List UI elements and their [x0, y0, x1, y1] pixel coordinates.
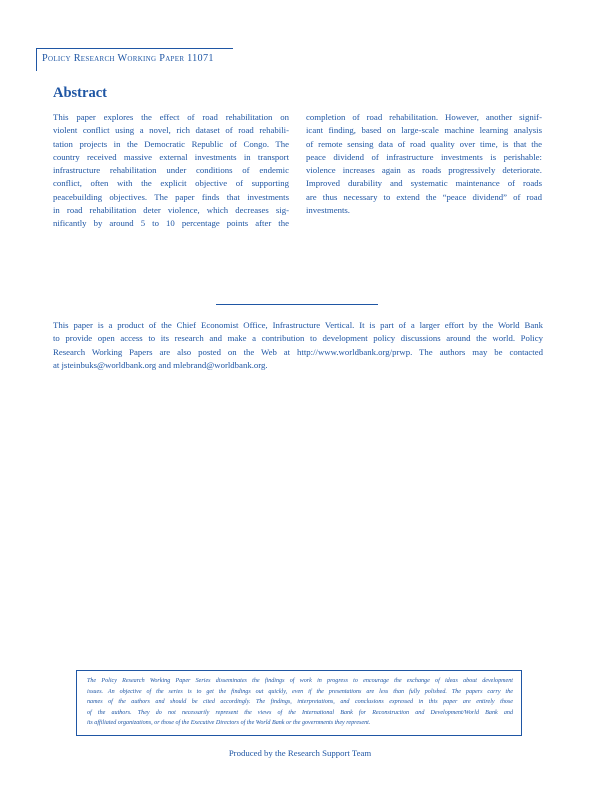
abstract-line: violence increases again as roads progressively deteriorate.: [306, 165, 542, 176]
disclaimer-line: of the authors. They do not necessarily represent the views of the International Bank for Reconstruction and Development/World Bank and: [87, 709, 513, 716]
abstract-line: infrastructure rehabilitation under conditions of endemic: [53, 165, 289, 176]
disclaimer-line: issues. An objective of the series is to get the findings out quickly, even if the presentations are less than fully polished. The papers carry the: [87, 688, 513, 695]
abstract-right-column: [306, 111, 542, 217]
abstract-line: completion of road rehabilitation. However, another signif-: [306, 112, 542, 122]
info-line: at jsteinbuks@worldbank.org and mlebrand@worldbank.org.: [53, 359, 268, 370]
abstract-line: conflict, often with the explicit objective of supporting: [53, 178, 289, 189]
section-divider: [216, 304, 378, 305]
abstract-line: Improved durability and systematic maintenance of roads: [306, 178, 542, 189]
series-label: Policy Research Working Paper 11071: [42, 53, 214, 64]
abstract-line: peace dividend of infrastructure investments is perishable:: [306, 151, 542, 162]
abstract-line: of remote sensing data of road quality over time, is that the: [306, 138, 542, 149]
abstract-line: investments.: [306, 205, 350, 216]
abstract-line: This paper explores the effect of road rehabilitation on: [53, 112, 289, 122]
disclaimer-line: names of the authors and should be cited accordingly. The findings, interpretations, and conclusions expressed in this paper are entirely those: [87, 699, 513, 706]
abstract-left-column: [53, 111, 289, 231]
abstract-line: are thus necessary to extend the “peace dividend” of road: [306, 191, 542, 202]
abstract-line: nificantly by around 5 to 10 percentage points after the: [53, 218, 289, 229]
disclaimer-line: its affiliated organizations, or those of the Executive Directors of the World Bank or the governments they represent.: [87, 720, 371, 727]
info-line: This paper is a product of the Chief Economist Office, Infrastructure Vertical. It is part of a larger effort by the World Bank: [53, 320, 543, 330]
abstract-line: tation projects in the Democratic Republic of Congo. The: [53, 138, 289, 149]
abstract-line: in road rehabilitation deter violence, which decreases sig-: [53, 205, 289, 216]
disclaimer-text: [87, 676, 513, 729]
abstract-line: country received massive external investments in transport: [53, 151, 289, 162]
abstract-line: icant finding, based on large-scale machine learning analysis: [306, 125, 542, 136]
abstract-line: peacebuilding objectives. The paper finds that investments: [53, 191, 289, 202]
abstract-line: violent conflict using a novel, rich dataset of road rehabili-: [53, 125, 289, 136]
info-line: Research Working Papers are also posted on the Web at http://www.worldbank.org/prwp. The authors may be contacted: [53, 346, 543, 357]
disclaimer-line: The Policy Research Working Paper Series disseminates the findings of work in progress to encourage the exchange of ideas about development: [87, 678, 513, 684]
info-paragraph: [53, 319, 543, 372]
abstract-heading: Abstract: [53, 85, 107, 101]
produced-by-footer: Produced by the Research Support Team: [228, 748, 372, 758]
info-line: to provide open access to its research and make a contribution to development policy discussions around the world. Policy: [53, 333, 543, 344]
